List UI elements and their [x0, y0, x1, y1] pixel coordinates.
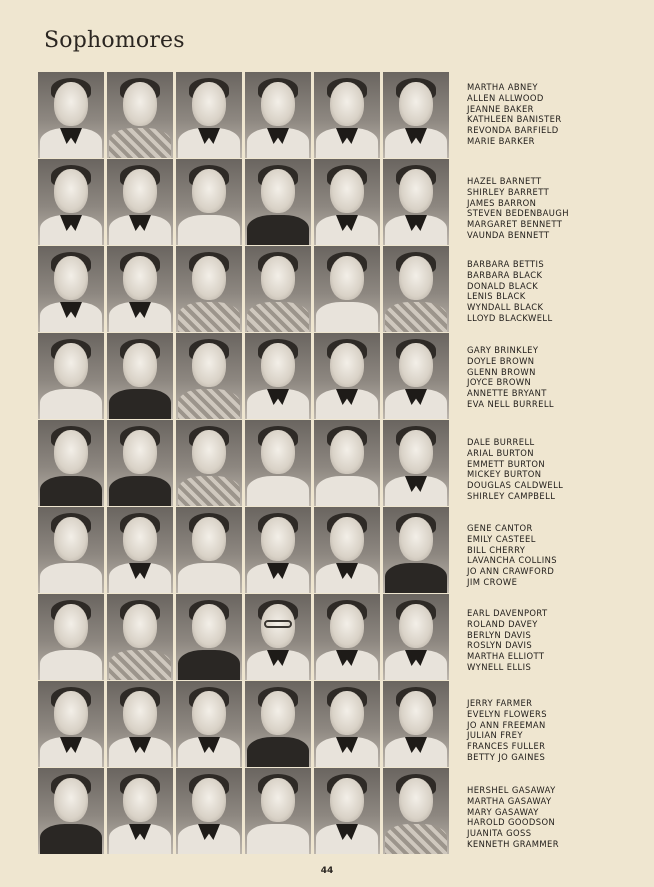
student-portrait: [38, 333, 104, 419]
student-name: GENE CANTOR: [467, 523, 533, 533]
student-name: HAROLD GOODSON: [467, 817, 556, 828]
student-name: KATHLEEN BANISTER: [467, 114, 562, 125]
student-portrait: [107, 159, 173, 245]
portrait-row: [38, 333, 450, 419]
student-portrait: [383, 72, 449, 158]
student-name: EVA NELL BURRELL: [467, 398, 554, 409]
student-portrait: [383, 594, 449, 680]
name-list: [467, 437, 647, 502]
student-portrait: [245, 594, 311, 680]
student-name: LLOYD BLACKWELL: [467, 312, 553, 323]
student-portrait: [38, 594, 104, 680]
student-portrait: [314, 333, 380, 419]
student-portrait: [245, 246, 311, 332]
student-name: MARY GASAWAY: [467, 806, 539, 817]
student-name: ROSLYN DAVIS: [467, 640, 533, 651]
student-portrait: [383, 246, 449, 332]
student-name: DALE BURRELL: [467, 437, 535, 447]
student-portrait: [245, 768, 311, 854]
portrait-row: [38, 594, 450, 680]
student-name: EMMETT BURTON: [467, 458, 546, 469]
student-portrait: [38, 246, 104, 332]
student-name: JULIAN FREY: [467, 730, 523, 741]
student-name: JAMES BARRON: [467, 197, 537, 208]
student-name: JEANNE BAKER: [467, 103, 534, 114]
student-name: EMILY CASTEEL: [467, 533, 536, 544]
student-portrait: [245, 333, 311, 419]
name-list: [467, 345, 647, 410]
student-name: VAUNDA BENNETT: [467, 229, 550, 240]
student-name: MARGARET BENNETT: [467, 219, 563, 230]
student-name: MARTHA ELLIOTT: [467, 651, 545, 662]
student-name: GARY BRINKLEY: [467, 345, 539, 355]
portrait-row: [38, 246, 450, 332]
student-portrait: [107, 507, 173, 593]
student-name: SHIRLEY CAMPBELL: [467, 490, 556, 501]
student-portrait: [107, 594, 173, 680]
student-portrait: [38, 768, 104, 854]
student-portrait: [383, 420, 449, 506]
student-name: BETTY JO GAINES: [467, 751, 546, 762]
student-portrait: [383, 768, 449, 854]
student-name: REVONDA BARFIELD: [467, 125, 559, 136]
student-portrait: [176, 507, 242, 593]
student-name: DOUGLAS CALDWELL: [467, 480, 564, 491]
name-list: [467, 608, 647, 673]
student-portrait: [107, 333, 173, 419]
student-name: JOYCE BROWN: [467, 377, 532, 388]
student-name: EVELYN FLOWERS: [467, 708, 547, 719]
student-name: HERSHEL GASAWAY: [467, 785, 556, 795]
student-name: LENIS BLACK: [467, 291, 526, 302]
student-name: DOYLE BROWN: [467, 355, 535, 366]
portrait-row: [38, 159, 450, 245]
student-name: FRANCES FULLER: [467, 741, 546, 752]
student-name: ROLAND DAVEY: [467, 618, 538, 629]
student-portrait: [38, 681, 104, 767]
student-portrait: [314, 420, 380, 506]
student-portrait: [38, 72, 104, 158]
student-name: GLENN BROWN: [467, 366, 536, 377]
student-name: MICKEY BURTON: [467, 469, 542, 480]
student-portrait: [245, 507, 311, 593]
student-portrait: [314, 72, 380, 158]
student-portrait: [176, 681, 242, 767]
name-list: [467, 698, 647, 763]
name-list: [467, 176, 647, 241]
student-name: WYNDALL BLACK: [467, 302, 544, 313]
student-name: ANNETTE BRYANT: [467, 388, 547, 399]
student-name: EARL DAVENPORT: [467, 608, 548, 618]
student-name: DONALD BLACK: [467, 280, 539, 291]
name-list: [467, 785, 647, 850]
name-list: [467, 82, 647, 147]
student-name: ALLEN ALLWOOD: [467, 92, 544, 103]
student-portrait: [176, 72, 242, 158]
student-name: JIM CROWE: [467, 576, 518, 587]
student-name: HAZEL BARNETT: [467, 176, 542, 186]
student-portrait: [314, 681, 380, 767]
student-portrait: [107, 246, 173, 332]
student-name: JO ANN FREEMAN: [467, 719, 546, 730]
student-name: BERLYN DAVIS: [467, 629, 532, 640]
student-portrait: [38, 159, 104, 245]
student-portrait: [176, 333, 242, 419]
name-list: [467, 259, 647, 324]
student-name: LAVANCHA COLLINS: [467, 555, 557, 566]
student-portrait: [107, 768, 173, 854]
student-portrait: [383, 681, 449, 767]
student-portrait: [314, 594, 380, 680]
student-portrait: [107, 681, 173, 767]
student-portrait: [38, 420, 104, 506]
student-portrait: [38, 507, 104, 593]
student-name: STEVEN BEDENBAUGH: [467, 208, 569, 219]
student-portrait: [314, 246, 380, 332]
student-name: JERRY FARMER: [467, 698, 533, 708]
student-portrait: [176, 159, 242, 245]
page-number: 44: [320, 866, 334, 876]
student-portrait: [176, 768, 242, 854]
student-portrait: [176, 594, 242, 680]
student-name: MARIE BARKER: [467, 135, 535, 146]
student-portrait: [383, 507, 449, 593]
student-name: SHIRLEY BARRETT: [467, 186, 550, 197]
student-name: JUANITA GOSS: [467, 828, 532, 839]
student-name: BARBARA BETTIS: [467, 259, 545, 269]
student-portrait: [107, 420, 173, 506]
student-name: MARTHA GASAWAY: [467, 795, 552, 806]
portrait-row: [38, 681, 450, 767]
student-portrait: [107, 72, 173, 158]
portrait-row: [38, 72, 450, 158]
portrait-row: [38, 507, 450, 593]
portrait-row: [38, 768, 450, 854]
student-portrait: [176, 420, 242, 506]
student-portrait: [383, 333, 449, 419]
student-name: BILL CHERRY: [467, 544, 526, 555]
student-portrait: [245, 681, 311, 767]
student-portrait: [245, 159, 311, 245]
student-name: ARIAL BURTON: [467, 447, 534, 458]
student-portrait: [245, 420, 311, 506]
student-portrait: [314, 768, 380, 854]
student-name: JO ANN CRAWFORD: [467, 566, 555, 577]
student-portrait: [314, 507, 380, 593]
student-portrait: [383, 159, 449, 245]
student-portrait: [314, 159, 380, 245]
portrait-row: [38, 420, 450, 506]
student-portrait: [176, 246, 242, 332]
student-name: WYNELL ELLIS: [467, 661, 532, 672]
student-portrait: [245, 72, 311, 158]
page-title: Sophomores: [44, 28, 185, 53]
student-name: KENNETH GRAMMER: [467, 838, 559, 849]
student-name: BARBARA BLACK: [467, 269, 543, 280]
name-list: [467, 523, 647, 588]
student-name: MARTHA ABNEY: [467, 82, 538, 92]
